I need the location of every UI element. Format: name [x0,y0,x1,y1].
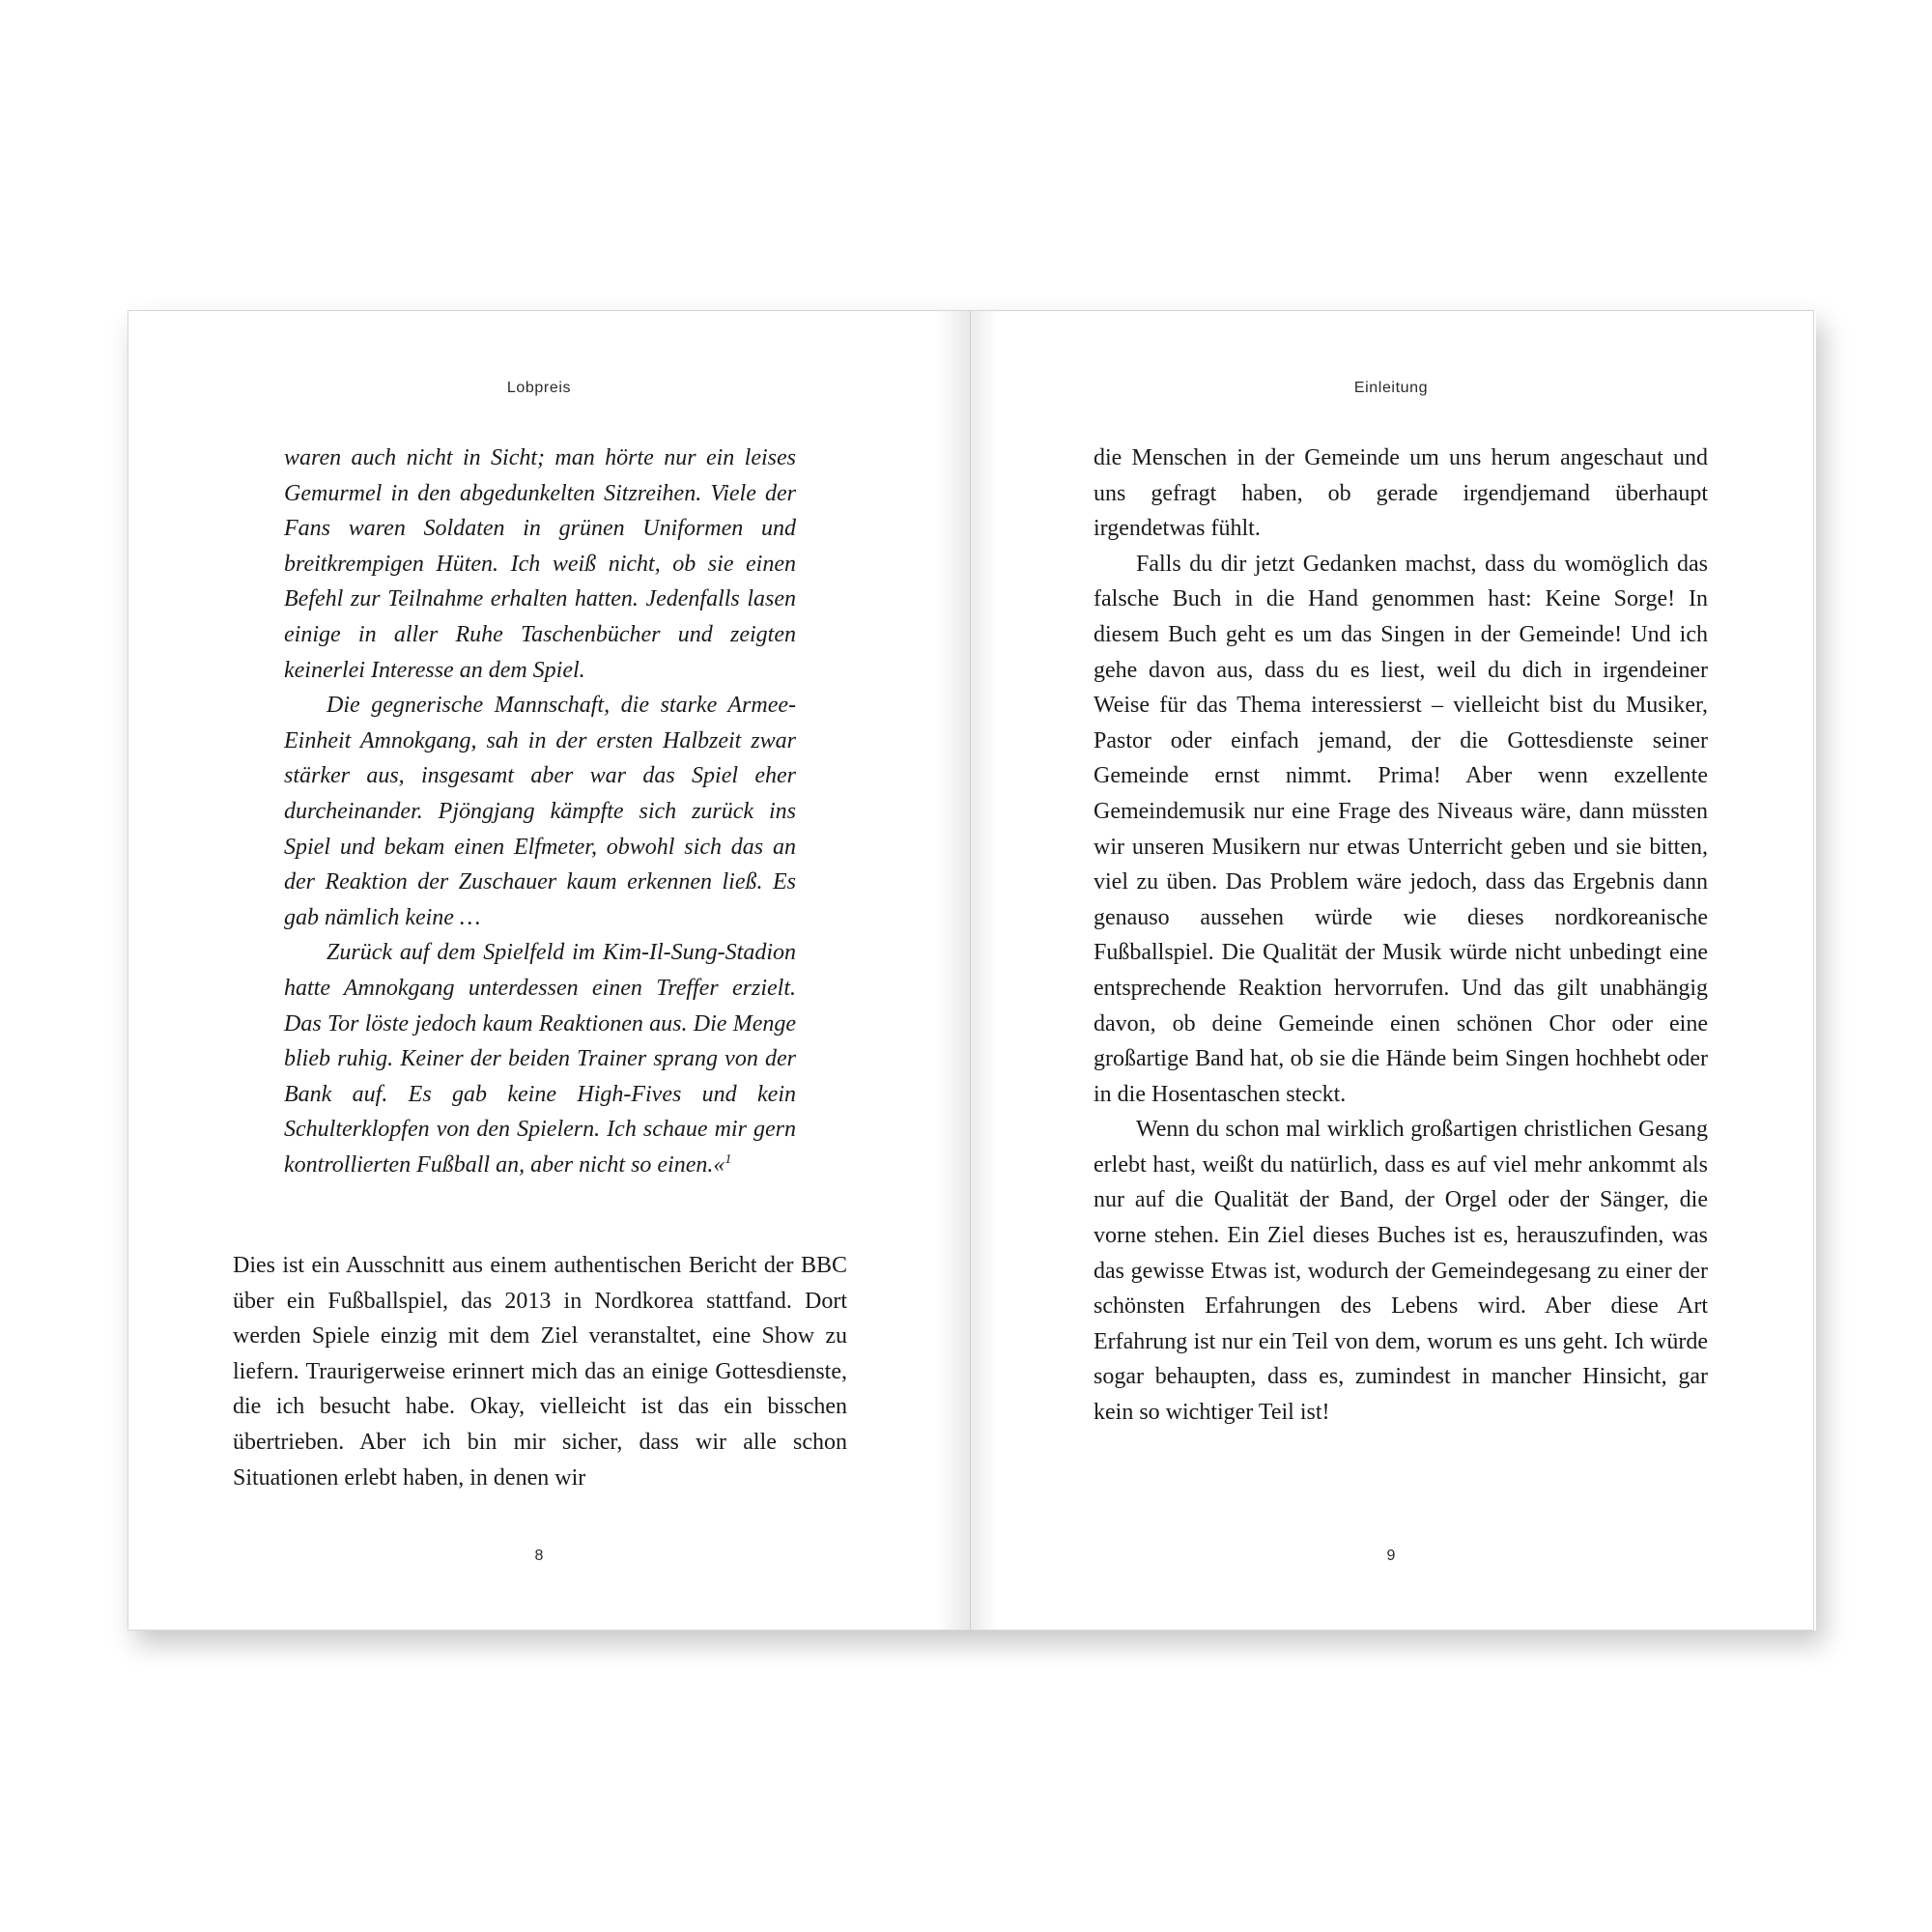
block-quote [284,440,796,1182]
body-text-right [1094,440,1708,1431]
quote-paragraph-3 [284,935,796,1182]
body-paragraph-right-3: Wenn du schon mal wirklich großartigen christlichen Gesang erlebt hast, weißt du natürlich, dass es auf viel mehr ankommt als nur auf die Qualität der Band, der Orgel oder der Sänger, die vorne stehen. Ein Ziel dieses Buches ist es, herauszufinden, was das gewisse Etwas ist, wodurch der Gemeindegesang zu einer der schönsten Erfahrungen des Lebens wird. Aber diese Art Erfahrung ist nur ein Teil von dem, worum es uns geht. Ich würde sogar behaupten, dass es, zumindest in mancher Hinsicht, gar kein so wichtiger Teil ist! [1094,1117,1708,1426]
body-text-left [233,1248,847,1495]
quote-paragraph-1: waren auch nicht in Sicht; man hörte nur ein leises Gemurmel in den abgedunkelten Sitzreihen. Viele der Fans waren Soldaten in grünen Uniformen und breitkrempigen Hüten. Ich weiß nicht, ob sie einen Befehl zur Teilnahme erhalten hatten. Jedenfalls lasen einige in aller Ruhe Taschenbücher und zeigten keinerlei Interesse an dem Spiel. [284,445,796,683]
body-paragraph-right-2: Falls du dir jetzt Gedanken machst, dass du womöglich das falsche Buch in die Hand genommen hast: Keine Sorge! In diesem Buch geht es um das Singen in der Gemeinde! Und ich gehe davon aus, dass du es liest, weil du dich in irgendeiner Weise für das Thema interessierst – vielleicht bist du Musiker, Pastor oder einfach jemand, der die Gottesdienste seiner Gemeinde ernst nimmt. Prima! Aber wenn exzellente Gemeindemusik nur eine Frage des Niveaus wäre, dann müssten wir unseren Musikern nur etwas Unterricht geben und sie bitten, viel zu üben. Das Problem wäre jedoch, dass das Ergebnis dann genauso aussehen würde wie dieses nordkoreanische Fußballspiel. Die Qualität der Musik würde nicht unbedingt eine entsprechende Reaktion hervorrufen. Und das gilt unabhängig davon, ob deine Gemeinde einen schönen Chor oder eine großartige Band hat, ob sie die Hände beim Singen hochhebt oder in die Hosentaschen steckt. [1094,551,1708,1107]
footnote-marker: 1 [724,1151,732,1167]
page-number-left: 8 [534,1548,544,1564]
quote-paragraph-2: Die gegnerische Mannschaft, die starke Armee-Einheit Amnokgang, sah in der ersten Halbzeit zwar stärker aus, insgesamt aber war das Spiel eher durcheinander. Pjöngjang kämpfte sich zurück ins Spiel und bekam einen Elfmeter, obwohl sich das an der Reaktion der Zuschauer kaum erkennen ließ. Es gab nämlich keine … [284,693,796,930]
gutter-shadow-right [971,311,998,1630]
right-page [971,310,1814,1631]
gutter-shadow-left [936,311,971,1630]
body-paragraph-left: Dies ist ein Ausschnitt aus einem authentischen Bericht der BBC über ein Fußballspiel, das 2013 in Nordkorea stattfand. Dort werden Spiele einzig mit dem Ziel veranstaltet, eine Show zu liefern. Traurigerweise erinnert mich das an einige Gottesdienste, die ich besucht habe. Okay, vielleicht ist das ein bisschen übertrieben. Aber ich bin mir sicher, dass wir alle schon Situationen erlebt haben, in denen wir [233,1253,847,1491]
left-page [128,310,971,1631]
running-head-right: Einleitung [1353,380,1429,396]
quote-paragraph-3-text: Zurück auf dem Spielfeld im Kim-Il-Sung-Stadion hatte Amnokgang unterdessen einen Treffer erzielt. Das Tor löste jedoch kaum Reaktionen aus. Die Menge blieb ruhig. Keiner der beiden Trainer sprang von der Bank auf. Es gab keine High-Fives und kein Schulterklopfen von den Spielern. Ich schaue mir gern kontrollierten Fußball an, aber nicht so einen.« [284,940,796,1178]
page-number-right: 9 [1386,1548,1396,1564]
body-paragraph-right-1: die Menschen in der Gemeinde um uns herum angeschaut und uns gefragt haben, ob gerade irgendjemand überhaupt irgendetwas fühlt. [1094,445,1708,542]
running-head-left: Lobpreis [506,380,572,396]
book-spread [128,310,1816,1631]
